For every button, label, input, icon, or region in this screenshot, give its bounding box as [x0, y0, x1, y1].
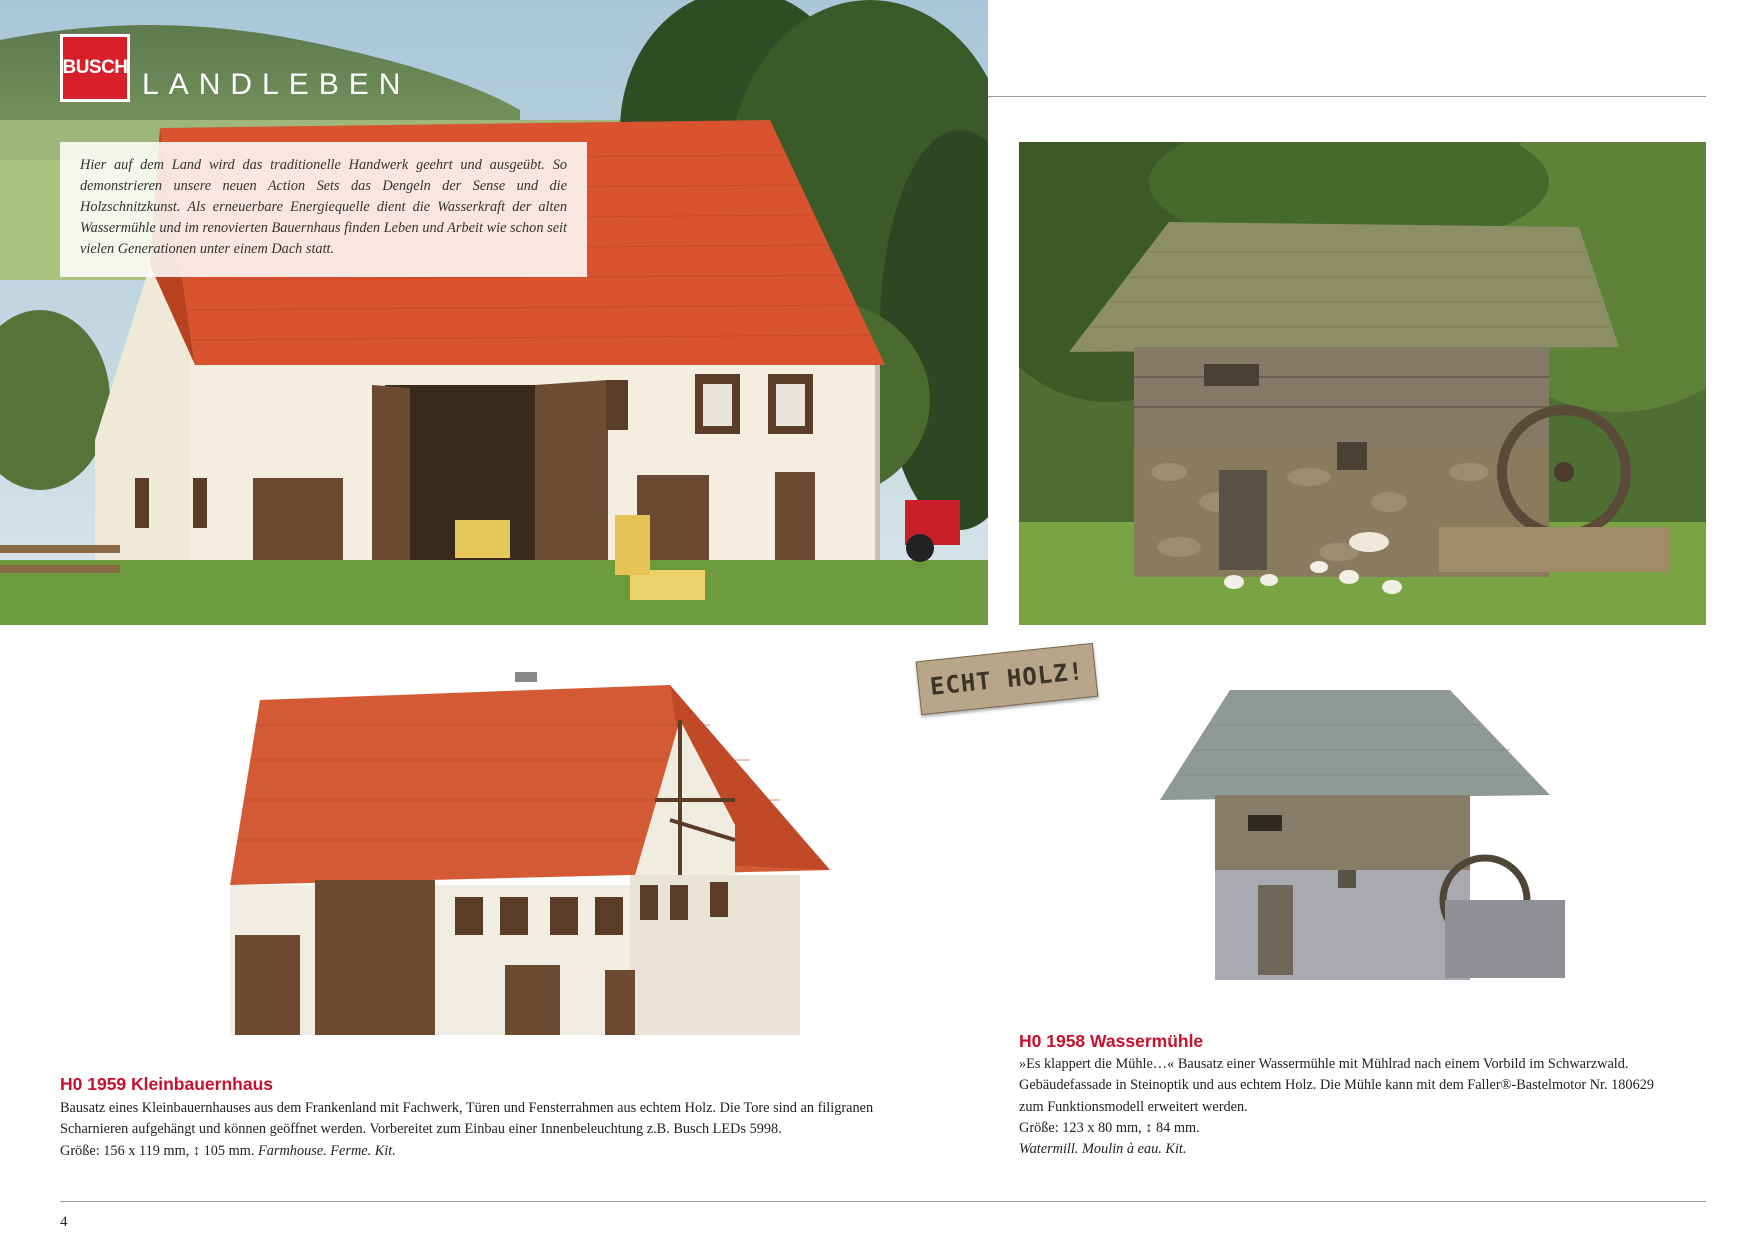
product-1958-description	[1019, 1054, 1709, 1160]
product-1959-title: H0 1959 Kleinbauernhaus	[60, 1074, 273, 1094]
product-1959-desc-line: Bausatz eines Kleinbauernhauses aus dem Frankenland mit Fachwerk, Türen und Fensterrahmen aus echtem Holz. Die Tore sind an filigranen	[60, 1100, 874, 1116]
product-1958-size: Größe: 123 x 80 mm, ↕ 84 mm.	[1019, 1119, 1200, 1136]
section-title: LANDLEBEN	[142, 68, 411, 101]
watermill-scene-photo	[1019, 142, 1706, 625]
product-1959-description	[60, 1098, 990, 1162]
watermill-model-image	[1160, 685, 1570, 985]
busch-logo	[60, 34, 130, 102]
product-1959-desc-line: Scharnieren aufgehängt und können geöffnet werden. Vorbereitet zum Einbau einer Innenbeleuchtung z.B. Busch LEDs 5998.	[60, 1121, 782, 1138]
product-1958-desc-line: Gebäudefassade in Steinoptik und aus echtem Holz. Die Mühle kann mit dem Faller®-Bastelmotor Nr. 180629	[1019, 1077, 1655, 1094]
product-1958-desc-line: zum Funktionsmodell erweitert werden.	[1019, 1098, 1248, 1115]
farmhouse-model-image	[200, 660, 840, 1040]
intro-text: Hier auf dem Land wird das traditionelle Handwerk geehrt und ausgeübt. So demonstrieren unsere neuen Action Sets das Dengeln der Sense und die Holzschnitzkunst. Als erneuerbare Energiequelle dient die Wasserkraft der alten Wassermühle und im renovierten Bauernhaus finden Leben und Arbeit wie schon seit vielen Generationen unter einem Dach statt.	[80, 157, 567, 257]
product-1959-translation: Farmhouse. Ferme. Kit.	[258, 1142, 396, 1159]
product-1958-title: H0 1958 Wassermühle	[1019, 1031, 1204, 1051]
echt-holz-badge: ECHT HOLZ!	[916, 643, 1099, 715]
product-1959-size-line	[60, 1141, 990, 1162]
busch-logo-mark: BUSCH	[63, 37, 127, 99]
page-number: 4	[60, 1214, 68, 1230]
header-rule	[988, 96, 1706, 97]
intro-text-box	[60, 142, 587, 277]
product-1959-size: Größe: 156 x 119 mm, ↕ 105 mm.	[60, 1142, 255, 1159]
product-1958-translation: Watermill. Moulin à eau. Kit.	[1019, 1141, 1187, 1158]
footer-rule	[60, 1201, 1706, 1202]
product-1958-desc-line: »Es klappert die Mühle…« Bausatz einer Wassermühle mit Mühlrad nach einem Vorbild im Schwarzwald.	[1019, 1056, 1629, 1072]
